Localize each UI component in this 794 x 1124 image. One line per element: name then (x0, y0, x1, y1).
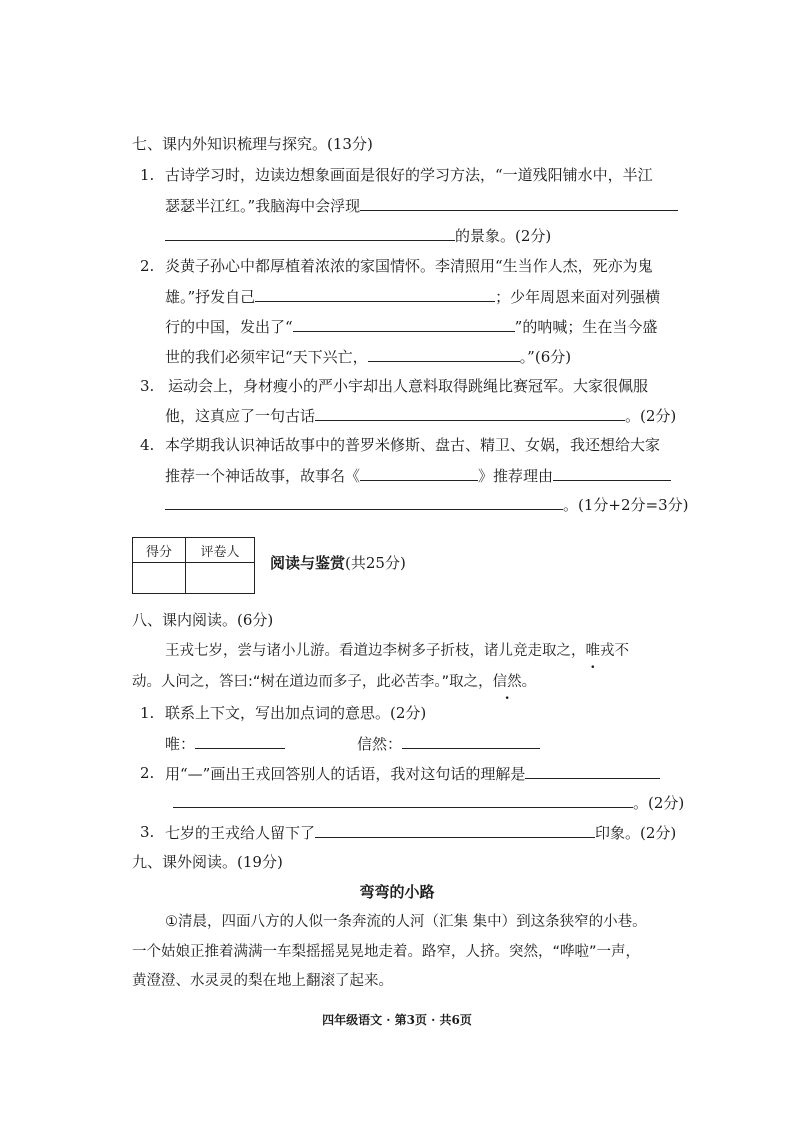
s8-q1-text: 联系上下文，写出加点词的意思。(2分) (165, 704, 427, 722)
reading-section-title: 阅读与鉴赏 (270, 554, 346, 572)
q2-text-line1: 炎黄子孙心中都厚植着浓浓的家国情怀。李清照用“生当作人杰，死亦为鬼 (165, 257, 653, 275)
s8-q3-text-b: 印象。(2分) (595, 824, 677, 842)
s8-q2-text: 用“—”画出王戎回答别人的话语，我对这句话的理解是 (165, 765, 526, 783)
q3-text-line2a: 他，这真应了一句古话 (165, 407, 316, 425)
q2-text-line2b: ；少年周恩来面对列强横 (495, 288, 661, 306)
score-cell[interactable] (133, 563, 186, 594)
q3-text-line2b: 。(2分) (625, 407, 677, 425)
s8-q3-number: 3. (140, 823, 155, 841)
grader-cell[interactable] (186, 563, 255, 594)
q4-text-line3: 。(1分+2分=3分) (563, 496, 689, 514)
section7-title: 七、课内外知识梳理与探究。(13分) (132, 135, 373, 153)
q2-text-line4b: 。”(6分) (519, 348, 572, 366)
section9-title: 九、课外阅读。(19分) (132, 853, 283, 871)
q2-answer-blank-1[interactable] (255, 286, 495, 302)
q2-text-line2a: 雄。”抒发自己 (165, 288, 256, 306)
q3-number: 3. (140, 377, 155, 395)
q3-text-line1: 运动会上，身材瘦小的严小宇却出人意料取得跳绳比赛冠军。大家很佩服 (168, 377, 649, 395)
q4-text-line2b: 》推荐理由 (478, 467, 554, 485)
dotted-word-xinran: 信然 (492, 674, 522, 690)
q4-number: 4. (140, 436, 155, 454)
story-para1-line2: 一个姑娘正推着满满一车梨摇摇晃晃地走着。路窄，人挤。突然，“哗啦”一声， (132, 944, 641, 960)
s8-q2-number: 2. (140, 764, 155, 782)
story-title: 弯弯的小路 (359, 883, 435, 901)
q2-number: 2. (140, 257, 155, 275)
passage-line2: 动。人问之，答曰:“树在道边而多子，此必苦李。”取之，信然。 (132, 674, 537, 690)
section8-title: 八、课内阅读。(6分) (132, 611, 274, 629)
passage-line1: 王戎七岁，尝与诸小儿游。看道边李树多子折枝，诸儿竞走取之，唯戎不 (165, 643, 629, 659)
s8-q1-number: 1. (140, 704, 155, 722)
q4-reason-blank-2[interactable] (165, 494, 563, 510)
grader-header: 评卷人 (186, 538, 255, 563)
q1-text-line3: 的景象。(2分) (455, 227, 552, 245)
q1-text-line2: 瑟瑟半江红。”我脑海中会浮现 (165, 197, 361, 215)
q1-answer-blank-1[interactable] (360, 195, 678, 211)
q2-text-line4a: 世的我们必须牢记“天下兴亡， (165, 348, 368, 366)
s8-q2-blank-1[interactable] (525, 763, 660, 779)
q1-text-line1: 古诗学习时，边读边想象画面是很好的学习方法，“一道残阳铺水中，半江 (165, 166, 653, 184)
s8-q3-text-a: 七岁的王戎给人留下了 (165, 824, 316, 842)
q2-answer-blank-3[interactable] (368, 346, 520, 362)
q1-number: 1. (140, 166, 155, 184)
q4-text-line2a: 推荐一个神话故事，故事名《 (165, 467, 361, 485)
s8-q2-text-end: 。(2分) (633, 794, 685, 812)
word-xinran-label: 信然： (357, 735, 403, 753)
story-para1-line3: 黄澄澄、水灵灵的梨在地上翻滚了起来。 (132, 973, 393, 989)
q2-text-line3b: ”的呐喊；生在当今盛 (514, 318, 658, 336)
dotted-word-wei: 唯 (585, 643, 600, 659)
s8-q3-blank[interactable] (315, 822, 595, 838)
q4-reason-blank-1[interactable] (553, 465, 671, 481)
s8-q2-blank-2[interactable] (173, 792, 633, 808)
page-footer: 四年级语文 · 第3页 · 共6页 (322, 1013, 472, 1027)
q3-answer-blank[interactable] (315, 405, 625, 421)
score-header: 得分 (133, 538, 186, 563)
q2-text-line3a: 行的中国，发出了“ (165, 318, 293, 336)
q4-story-name-blank[interactable] (360, 465, 478, 481)
word-xinran-blank[interactable] (402, 733, 540, 749)
word-wei-blank[interactable] (195, 733, 285, 749)
q4-text-line1: 本学期我认识神话故事中的普罗米修斯、盘古、精卫、女娲，我还想给大家 (165, 436, 661, 454)
score-table (132, 537, 255, 594)
word-wei-label: 唯： (165, 735, 196, 753)
q1-answer-blank-2[interactable] (165, 225, 455, 241)
story-para1-line1: ①清晨，四面八方的人似一条奔流的人河（汇集 集中）到这条狭窄的小巷。 (165, 914, 647, 930)
q2-answer-blank-2[interactable] (293, 316, 515, 332)
reading-section-points: (共25分) (345, 554, 406, 572)
